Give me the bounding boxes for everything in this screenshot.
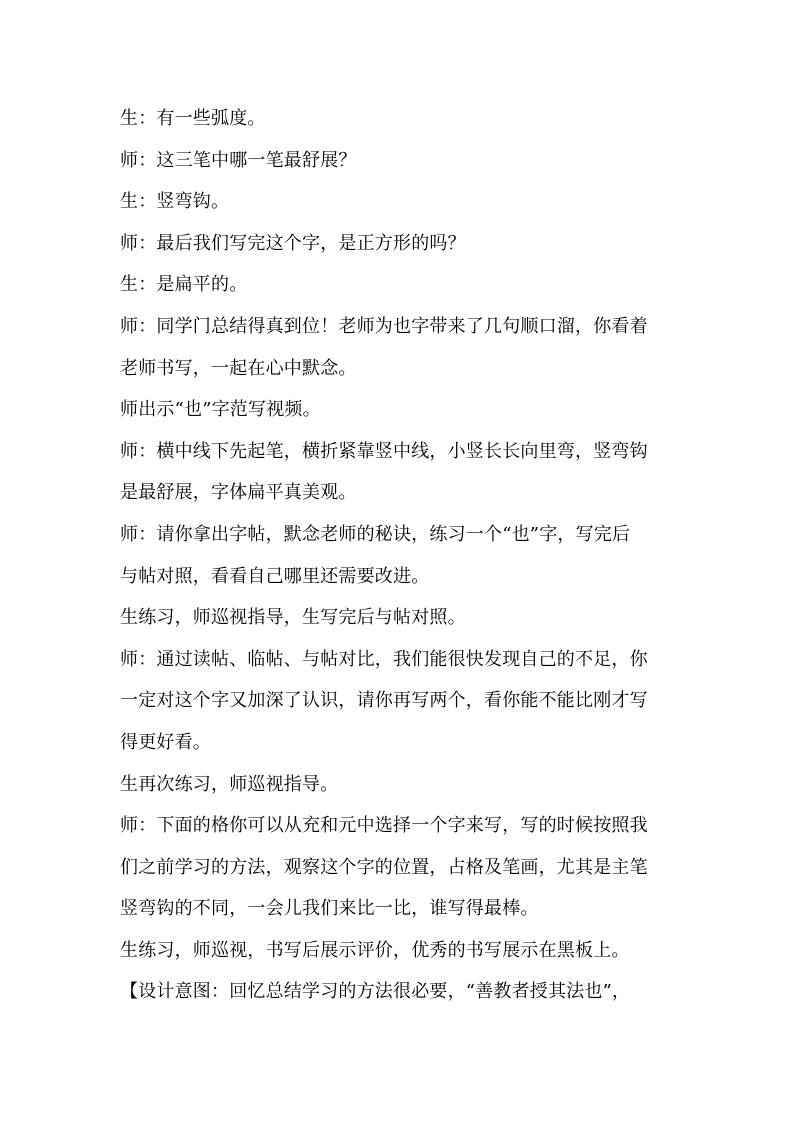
text-line: 【设计意图：回忆总结学习的方法很必要，“善教者授其法也”， bbox=[120, 981, 631, 1003]
text-line: 生练习，师巡视指导，生写完后与帖对照。 bbox=[120, 607, 466, 629]
text-line: 老师书写，一起在心中默念。 bbox=[120, 357, 357, 379]
text-line: 一定对这个字又加深了认识，请你再写两个，看你能不能比刚才写 bbox=[120, 690, 648, 712]
document-body bbox=[120, 98, 664, 1013]
text-line: 们之前学习的方法，观察这个字的位置，占格及笔画，尤其是主笔 bbox=[120, 856, 648, 878]
text-line: 得更好看。 bbox=[120, 731, 211, 753]
text-line: 是最舒展，字体扁平真美观。 bbox=[120, 482, 357, 504]
text-line: 师出示“也”字范写视频。 bbox=[120, 399, 321, 421]
text-line: 师：这三笔中哪一笔最舒展？ bbox=[120, 149, 357, 171]
text-line: 生再次练习，师巡视指导。 bbox=[120, 773, 339, 795]
text-line: 师：最后我们写完这个字，是正方形的吗？ bbox=[120, 232, 466, 254]
text-line: 与帖对照，看看自己哪里还需要改进。 bbox=[120, 565, 430, 587]
text-line: 生：是扁平的。 bbox=[120, 274, 248, 296]
text-line: 师：同学门总结得真到位！老师为也字带来了几句顺口溜，你看着 bbox=[120, 315, 648, 337]
text-line: 生练习，师巡视，书写后展示评价，优秀的书写展示在黑板上。 bbox=[120, 939, 630, 961]
text-line: 生：竖弯钩。 bbox=[120, 191, 230, 213]
text-line: 师：下面的格你可以从充和元中选择一个字来写，写的时候按照我 bbox=[120, 815, 648, 837]
text-line: 生：有一些弧度。 bbox=[120, 108, 266, 129]
text-line: 师：通过读帖、临帖、与帖对比，我们能很快发现自己的不足，你 bbox=[120, 648, 648, 670]
text-line: 师：横中线下先起笔，横折紧靠竖中线，小竖长长向里弯，竖弯钩 bbox=[120, 440, 648, 462]
text-line: 竖弯钩的不同，一会儿我们来比一比，谁写得最棒。 bbox=[120, 898, 539, 920]
text-line: 师：请你拿出字帖，默念老师的秘诀，练习一个“也”字，写完后 bbox=[120, 523, 631, 545]
